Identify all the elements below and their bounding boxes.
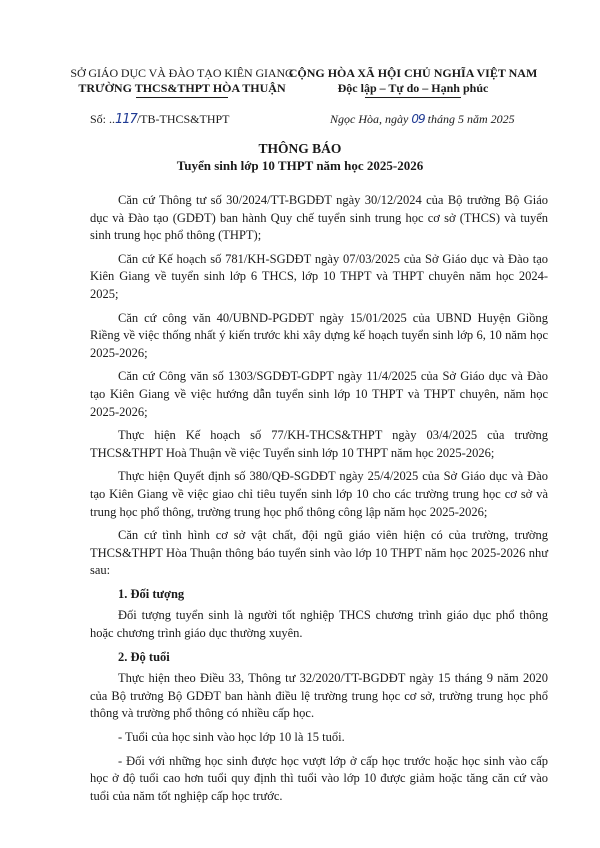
doc-number-handwritten: 117: [115, 112, 137, 127]
document-subtitle: Tuyển sinh lớp 10 THPT năm học 2025-2026: [176, 158, 424, 173]
motto-underline: [365, 97, 461, 98]
paragraph-basis-4: Căn cứ Công văn số 1303/SGDĐT-GDPT ngày 11/4/2025 của Sở Giáo dục và Đào tạo Kiên Giang về việc hướng dẫn tuyển sinh lớp 10 THPT và THPT chuyên, năm học 2025-2026;: [90, 369, 548, 419]
paragraph-basis-6: Thực hiện Quyết định số 380/QĐ-SGDĐT ngày 25/4/2025 của Sở Giáo dục và Đào tạo Kiên Giang về việc giao chỉ tiêu tuyển sinh lớp 10 cho các trường trung học cơ sở và trung học phổ thông, trường trung học phổ thông công lập năm học 2025-2026;: [90, 469, 548, 519]
doc-number-suffix: /TB-THCS&THPT: [136, 112, 230, 126]
issue-date: [330, 112, 515, 127]
paragraph-basis-3: Căn cứ công văn 40/UBND-PGDĐT ngày 15/01/2025 của UBND Huyện Giồng Riềng về việc thống nhất ý kiến trước khi xây dựng kế hoạch tuyển sinh lớp 6, 10 năm học 2025-2026;: [90, 310, 548, 360]
section-heading-subjects: 1. Đối tượng: [118, 586, 185, 601]
document-title: THÔNG BÁO: [258, 141, 342, 156]
paragraph-subjects: Đối tượng tuyển sinh là người tốt nghiệp THCS chương trình giáo dục phổ thông hoặc chương trình giáo dục thường xuyên.: [90, 608, 548, 641]
motto: Độc lập – Tự do – Hạnh phúc: [337, 81, 489, 95]
school-name-underline: [136, 97, 228, 98]
paragraph-basis-5: Thực hiện Kế hoạch số 77/KH-THCS&THPT ngày 03/4/2025 của trường THCS&THPT Hoà Thuận về việc Tuyển sinh lớp 10 THPT năm học 2025-2026;: [90, 428, 548, 460]
paragraph-announcement: Căn cứ tình hình cơ sở vật chất, đội ngũ giáo viên hiện có của trường, trường THCS&THPT Hòa Thuận thông báo tuyển sinh vào lớp 10 THPT năm học 2025-2026 như sau:: [90, 528, 548, 578]
paragraph-basis-1: Căn cứ Thông tư số 30/2024/TT-BGDĐT ngày 30/12/2024 của Bộ trưởng Bộ Giáo dục và Đào tạo (GDĐT) ban hành Quy chế tuyển sinh trung học cơ sở (THCS) và tuyển sinh trung học phổ thông (THPT);: [90, 193, 548, 243]
department-name: SỞ GIÁO DỤC VÀ ĐÀO TẠO KIÊN GIANG: [70, 66, 294, 80]
paragraph-age-basis: Thực hiện theo Điều 33, Thông tư 32/2020/TT-BGDĐT ngày 15 tháng 9 năm 2020 của Bộ trưởng Bộ GDĐT ban hành điều lệ trường trung học cơ sở, trường trung học phổ thông và trường phổ thông có nhiều cấp học.: [90, 671, 548, 721]
doc-number-prefix: Số:: [90, 112, 107, 126]
date-prefix: Ngọc Hòa, ngày: [330, 112, 409, 126]
document-body: [90, 192, 548, 811]
paragraph-age-exception: - Đối với những học sinh được học vượt lớp ở cấp học trước hoặc học sinh vào cấp học ở độ tuổi cao hơn tuổi quy định thì tuổi vào lớp 10 được giảm hoặc tăng căn cứ vào tuổi của năm tốt nghiệp cấp học trước.: [90, 753, 548, 803]
section-heading-age: 2. Độ tuổi: [118, 649, 170, 664]
paragraph-basis-2: Căn cứ Kế hoạch số 781/KH-SGDĐT ngày 07/03/2025 của Sở Giáo dục và Đào tạo Kiên Giang về tuyển sinh lớp 6 THCS, lớp 10 THPT và THPT chuyên năm học 2024-2025;: [90, 251, 548, 301]
school-name: TRƯỜNG THCS&THPT HÒA THUẬN: [78, 81, 286, 95]
issuing-organization: [62, 66, 302, 98]
date-day-handwritten: 09: [411, 112, 425, 126]
country-name: CỘNG HÒA XÃ HỘI CHỦ NGHĨA VIỆT NAM: [288, 66, 538, 80]
document-number: Số: ..117/TB-THCS&THPT: [90, 112, 230, 127]
national-motto: [288, 66, 538, 98]
date-suffix: tháng 5 năm 2025: [427, 112, 515, 126]
paragraph-age-rule: - Tuổi của học sinh vào học lớp 10 là 15 tuổi.: [118, 730, 345, 745]
